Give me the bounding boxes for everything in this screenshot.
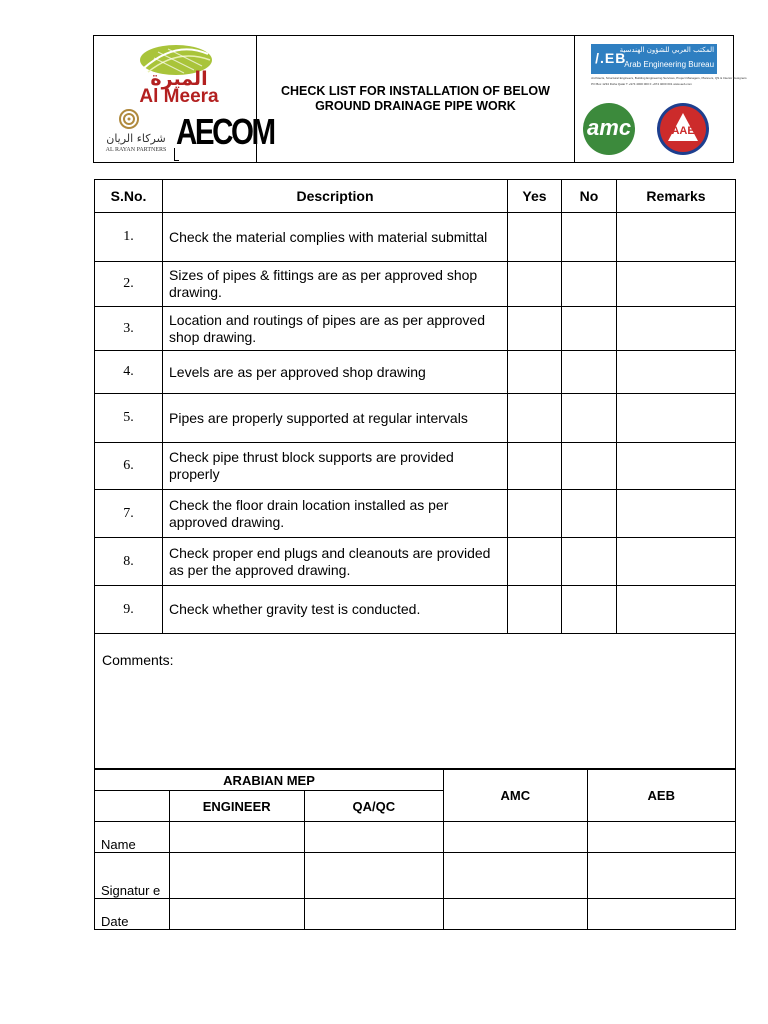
yes-checkbox-cell[interactable] <box>508 262 562 307</box>
yes-checkbox-cell[interactable] <box>508 307 562 351</box>
qaqc-date-field[interactable] <box>304 899 444 930</box>
col-header-description: Description <box>163 180 508 213</box>
aeb-header: AEB <box>587 770 735 822</box>
aeb-name-field[interactable] <box>587 822 735 853</box>
amc-header: AMC <box>444 770 587 822</box>
row-sno: 6. <box>95 443 163 490</box>
aae-badge-text: AAE <box>671 125 695 137</box>
header-table <box>93 35 747 163</box>
row-sno: 8. <box>95 538 163 586</box>
yes-checkbox-cell[interactable] <box>508 213 562 262</box>
row-description: Check whether gravity test is conducted. <box>163 586 508 634</box>
checklist-row <box>95 394 736 443</box>
aeb-english-name: Arab Engineering Bureau <box>624 60 715 69</box>
aeb-date-field[interactable] <box>587 899 735 930</box>
alrayan-arabic-wordmark: شركاء الريان <box>106 132 166 145</box>
signature-row-label: Signatur e <box>95 853 170 899</box>
signoff-table <box>94 769 736 930</box>
remarks-cell[interactable] <box>617 586 736 634</box>
no-checkbox-cell[interactable] <box>562 586 617 634</box>
yes-checkbox-cell[interactable] <box>508 443 562 490</box>
checklist-row <box>95 307 736 351</box>
row-sno: 4. <box>95 351 163 394</box>
almeera-arabic-wordmark: الميرة <box>150 68 208 90</box>
checklist-table <box>94 179 736 634</box>
remarks-cell[interactable] <box>617 262 736 307</box>
alrayan-emblem-icon <box>118 108 140 130</box>
comments-label: Comments: <box>102 652 174 668</box>
no-checkbox-cell[interactable] <box>562 490 617 538</box>
row-description: Location and routings of pipes are as per approved shop drawing. <box>163 307 508 351</box>
row-description: Check pipe thrust block supports are provided properly <box>163 443 508 490</box>
checklist-row <box>95 213 736 262</box>
col-header-remarks: Remarks <box>617 180 736 213</box>
comments-box[interactable] <box>94 634 736 769</box>
aecom-bracket-mark <box>174 148 179 161</box>
row-sno: 9. <box>95 586 163 634</box>
engineer-name-field[interactable] <box>169 822 304 853</box>
remarks-cell[interactable] <box>617 443 736 490</box>
col-header-sno: S.No. <box>95 180 163 213</box>
no-checkbox-cell[interactable] <box>562 394 617 443</box>
col-header-yes: Yes <box>508 180 562 213</box>
row-sno: 1. <box>95 213 163 262</box>
amc-name-field[interactable] <box>444 822 587 853</box>
no-checkbox-cell[interactable] <box>562 443 617 490</box>
checklist-row <box>95 351 736 394</box>
engineer-date-field[interactable] <box>169 899 304 930</box>
remarks-cell[interactable] <box>617 213 736 262</box>
col-header-no: No <box>562 180 617 213</box>
remarks-cell[interactable] <box>617 538 736 586</box>
aae-badge-icon <box>657 103 709 155</box>
yes-checkbox-cell[interactable] <box>508 394 562 443</box>
qaqc-signature-field[interactable] <box>304 853 444 899</box>
amc-badge-icon <box>583 103 635 155</box>
client-logos-cell <box>94 36 274 163</box>
qaqc-name-field[interactable] <box>304 822 444 853</box>
row-sno: 7. <box>95 490 163 538</box>
blank-label-cell <box>95 791 170 822</box>
remarks-cell[interactable] <box>617 351 736 394</box>
checklist-row <box>95 443 736 490</box>
remarks-cell[interactable] <box>617 490 736 538</box>
alrayan-english-wordmark: AL RAYAN PARTNERS <box>105 147 167 153</box>
row-description: Sizes of pipes & fittings are as per approved shop drawing. <box>163 262 508 307</box>
qaqc-header: QA/QC <box>304 791 444 822</box>
no-checkbox-cell[interactable] <box>562 538 617 586</box>
amc-badge-text: amc <box>587 115 632 140</box>
row-description: Check the material complies with material submittal <box>163 213 508 262</box>
yes-checkbox-cell[interactable] <box>508 586 562 634</box>
consultant-logos-cell <box>575 36 747 163</box>
amc-date-field[interactable] <box>444 899 587 930</box>
engineer-signature-field[interactable] <box>169 853 304 899</box>
name-row-label: Name <box>95 822 170 853</box>
yes-checkbox-cell[interactable] <box>508 490 562 538</box>
aeb-contact-line: PO Box 1234 Doha Qatar T +974 4000 000 F +974 4000 001 www.aeb.com <box>591 82 692 86</box>
aeb-signature-field[interactable] <box>587 853 735 899</box>
aecom-logo: AECOM <box>176 111 274 152</box>
yes-checkbox-cell[interactable] <box>508 351 562 394</box>
checklist-row <box>95 490 736 538</box>
no-checkbox-cell[interactable] <box>562 262 617 307</box>
almeera-english-wordmark: Al Meera <box>139 86 219 107</box>
remarks-cell[interactable] <box>617 394 736 443</box>
arabian-mep-header: ARABIAN MEP <box>95 770 444 791</box>
amc-signature-field[interactable] <box>444 853 587 899</box>
no-checkbox-cell[interactable] <box>562 307 617 351</box>
checklist-row <box>95 262 736 307</box>
checklist-row <box>95 586 736 634</box>
row-description: Check the floor drain location installed as per approved drawing. <box>163 490 508 538</box>
remarks-cell[interactable] <box>617 307 736 351</box>
row-sno: 3. <box>95 307 163 351</box>
row-description: Check proper end plugs and cleanouts are provided as per the approved drawing. <box>163 538 508 586</box>
engineer-header: ENGINEER <box>169 791 304 822</box>
no-checkbox-cell[interactable] <box>562 213 617 262</box>
row-description: Levels are as per approved shop drawing <box>163 351 508 394</box>
checklist-row <box>95 538 736 586</box>
yes-checkbox-cell[interactable] <box>508 538 562 586</box>
row-description: Pipes are properly supported at regular intervals <box>163 394 508 443</box>
no-checkbox-cell[interactable] <box>562 351 617 394</box>
aeb-logo <box>591 44 717 74</box>
row-sno: 2. <box>95 262 163 307</box>
aeb-arabic-name: المكتب العربي للشؤون الهندسية <box>619 46 715 54</box>
aeb-tagline: Architects, Structural Engineers, Building Engineering Services, Project Managers, Planners, QS & Interior Designers <box>591 76 747 80</box>
aeb-mark-icon: /.EB <box>595 50 627 66</box>
date-row-label: Date <box>95 899 170 930</box>
document-title: CHECK LIST FOR INSTALLATION OF BELOW GROUND DRAINAGE PIPE WORK <box>256 36 574 163</box>
row-sno: 5. <box>95 394 163 443</box>
